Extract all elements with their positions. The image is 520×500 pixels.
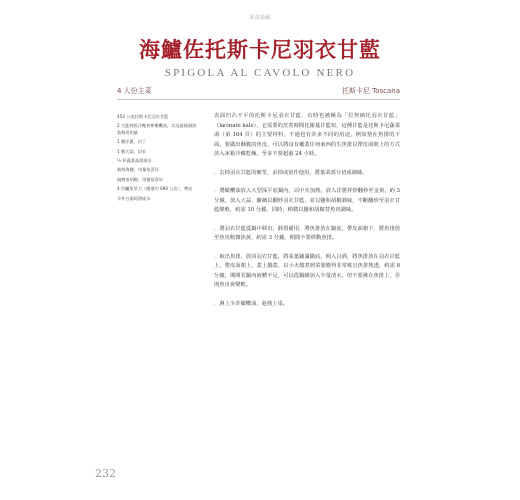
recipe-region: 托斯卡尼 Toscana xyxy=(341,87,400,95)
ingredient-item: 半杯白葡萄酒或水 xyxy=(117,195,151,201)
ingredient-item: 4 份鱸魚菲力（總重約 680 公克），帶皮 xyxy=(117,186,193,192)
ingredient-item: 現磨黑胡椒，用量依喜好 xyxy=(117,176,164,182)
ingredient-item: 1 顆洋蔥，切丁 xyxy=(117,139,147,145)
recipe-intro-paragraph: 表面凹凸不平的托斯卡尼羽衣甘藍，有時也被稱為「拉契納托羽衣甘藍」（lacinato kale），它需要的烹煮時間比羅蔓甘藍短，這種甘藍是托斯卡尼蔬菜湯（第 164 頁）的主要材料，不過也有許多不同的用途，例如墊在魚排的下面。要做出酥脆的魚皮，可以將沒有覆蓋任何東西的生魚排以帶皮面朝上的方式放入冰箱冷藏乾燥，至多不要超過 24 小時。 xyxy=(214,113,400,157)
ingredient-item: 新鮮海鹽，用量依喜好 xyxy=(117,167,159,173)
page-number: 232 xyxy=(95,467,116,480)
running-header: 美食篇幅 xyxy=(248,15,271,21)
recipe-subtitle: SPIGOLA AL CAVOLO NERO xyxy=(164,67,356,79)
ingredient-item: 2 大匙特級冷壓初榨橄欖油，以及最後淋油裝飾用的量 xyxy=(117,123,197,135)
serving-size: 4 人份主菜 xyxy=(117,87,152,95)
ingredient-item: 454 公克托斯卡尼羽衣甘藍 xyxy=(117,114,169,119)
recipe-instructions xyxy=(214,112,400,318)
ingredient-item: ½ 杯蔬菜高湯或水 xyxy=(117,158,152,164)
recipe-meta-bar xyxy=(117,85,400,100)
recipe-step: ．將橄欖油放入大型深平底鍋內，以中火加熱，放入洋蔥拌炒翻炒至金黃，約 3 分鐘，放入大蒜，繼續以翻炒羽衣甘藍，並以鹽和胡椒調味，不斷翻炒至羽衣甘藍變軟，約需 10 分鐘，同時，稍微以鹽和胡椒替魚肉調味。 xyxy=(214,188,400,213)
recipe-step: ．取出魚排，放回羽衣甘藍，將菜葉鋪滿鍋底，倒入白酒，將魚排放在羽衣甘藍上，帶皮面朝上，蓋上鍋蓋，以小火燉煮到菜葉變得非常軟且魚排熟透，約需 8 分鐘，期間若鍋內液體不足，可以從鍋緣加入少量清水，但不要淋在魚排上，否則魚皮會變軟。 xyxy=(214,253,400,288)
recipe-step: ．去掉羽衣甘藍的硬莖，丟掉或留作他用，將葉菜部分切成細絲。 xyxy=(214,169,368,176)
recipe-step: ．淋上少許橄欖油，趁熱上桌。 xyxy=(214,300,289,307)
ingredient-list xyxy=(117,114,199,205)
ingredient-item: 1 顆大蒜，切末 xyxy=(117,148,147,154)
recipe-step: ．將羽衣甘藍從鍋中移出，靜置備用，將魚排放在鍋底，帶皮面朝下，將魚排煎至魚皮稍微焦黃，約需 3 分鐘，期間不要移動魚排。 xyxy=(214,225,400,241)
recipe-title: 海鱸佐托斯卡尼羽衣甘藍 xyxy=(139,37,381,62)
